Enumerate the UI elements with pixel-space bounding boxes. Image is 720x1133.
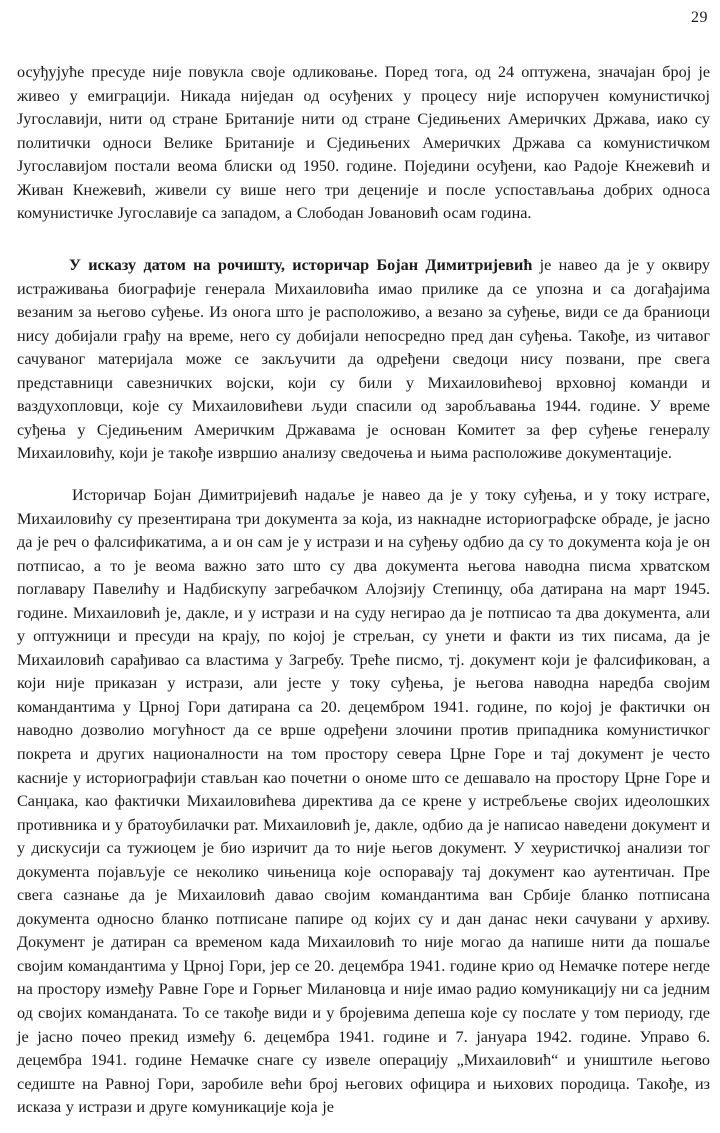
paragraph-1-text: осуђујуће пресуде није повукла своје одликовање. Поред тога, од 24 оптужена, значајан број је живео у емиграцији. Никада ниједан од осуђених у процесу није испоручен комунистичкој Југославији, нити од стране Британије нити од стране Сједињених Америчких Држава, иако су политички односи Велике Британије и Сједињених Америчких Држава са комунистичком Југославијом постали веома блиски од 1950. године. Поједини осуђени, као Радоје Кнежевић и Живан Кнежевић, живели су више него три деценије и после успостављања добрих односа комунистичке Југославије са западом, а Слободан Јовановић осам година. <box>17 63 710 223</box>
paragraph-1 <box>17 61 710 226</box>
page-number: 29 <box>691 9 708 26</box>
paragraph-3-text: Историчар Бојан Димитријевић надаље је навео да је у току суђења, и у току истраге, Михаиловићу су презентирана три документа за која, из накнадне историографске обраде, је јасно да је реч о фалсификатима, а и он сам је у истрази и на суђењу одбио да су то документа која је он потписао, а то је веома важно зато што су два документа његова наводна писма хрватском поглавару Павелићу и Надбискупу загребачком Алојзију Степинцу, оба датирана на март 1945. године. Михаиловић је, дакле, и у истрази и на суду негирао да је потписао та два документа, али у оптужници и пресуди на крају, по којој је стрељан, су унети и факти из тих писама, да је Михаиловић сарађивао са властима у Загребу. Треће писмо, тј. документ који је фалсификован, а који није приказан у истрази, али јесте у току суђења, је његова наводна наредба својим командантима у Црној Гори датирана са 20. децембром 1941. године, по којој је фактички он наводно дозволио могућност да се врше одређени злочини против припадника комунистичког покрета и других националности на том простору севера Црне Горе и тај документ је често касније у историографији стављан као почетни о ономе што се дешавало на простору Црне Горе и Санџака, као фактички Михаиловићева директива да се крене у истребљење својих идеолошких противника и у братоубилачки рат. Михаиловић је, дакле, одбио да је написао наведени документ и у дискусији са тужиоцем је био изричит да то није његов документ. У хеуристичкој анализи тог документа појављује се неколико чињеница које оспоравају тај документ као аутентичан. Пре свега сазнање да је Михаиловић давао својим командантима ван Србије бланко потписана документа односно бланко потписане папире од којих су и дан данас неки сачувани у архиву. Документ је датиран са временом када Михаиловић то није могао да напише нити да пошаље својим командантима у Црној Гори, јер се 20. децембра 1941. године крио од Немачке потере негде на простору између Равне Горе и Горњег Милановца и није имао радио комуникацију ни са једним од својих команданата. То се такође види и у бројевима депеша које су послате у том периоду, где је јасно почео прекид између 6. децембра 1941. године и 7. јануара 1942. године. Управо 6. децембра 1941. године Немачке снаге су извеле операцију „Михаиловић“ и уништиле његово седиште на Равној Гори, заробиле већи број његових официра и њихових породица. Такође, из исказа у истрази и друге комуникације која је <box>17 486 710 1117</box>
document-page <box>17 0 710 1133</box>
paragraph-2 <box>17 254 710 466</box>
paragraph-2-lead: У исказу датом на рочишту, историчар Бојан Димитријевић <box>69 256 533 274</box>
paragraph-2-text: је навео да је у оквиру истраживања биографије генерала Михаиловића имао прилике да се упозна и са догађајима везаним за његово суђење. Из онога што је расположиво, а везано за суђење, види се да браниоци нису добијали грађу на време, него су добијали непосредно пред дан суђења. Такође, из читавог сачуваног материјала може се закључити да одређени сведоци нису позвани, пре свега представници савезничких војски, који су били у Михаиловићевој врховној команди и ваздухопловци, које су Михаиловићеви људи спасили од заробљавања 1944. године. У време суђења у Сједињеним Америчким Државама је основан Комитет за фер суђење генералу Михаиловићу, који је такође извршио анализу сведочења и њима расположиве документације. <box>17 256 710 463</box>
paragraph-3 <box>17 484 710 1120</box>
